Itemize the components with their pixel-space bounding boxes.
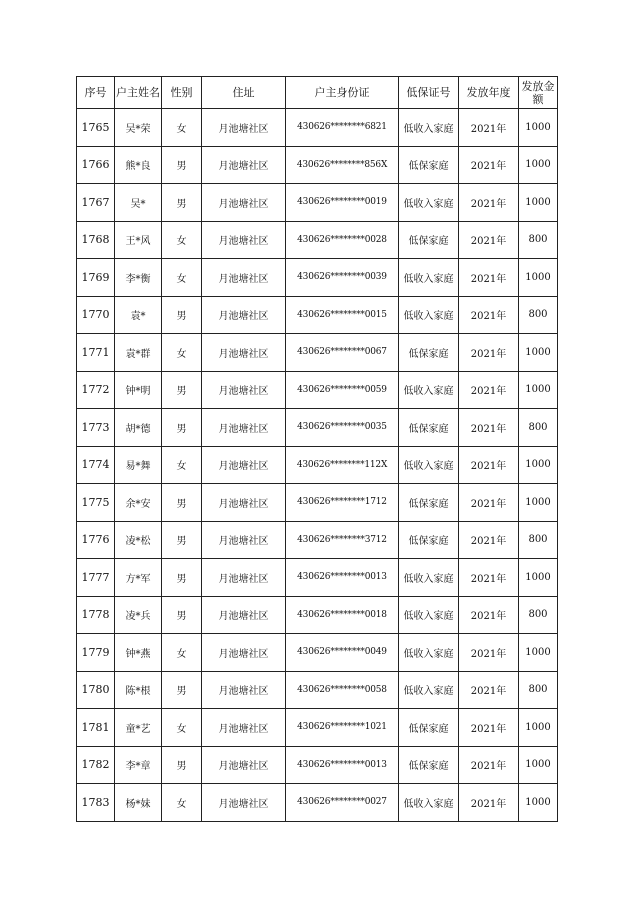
cell-name: 易*舞 [115, 446, 162, 484]
cell-cert: 低保家庭 [399, 146, 459, 184]
table-row [77, 484, 558, 522]
cell-name: 凌*松 [115, 521, 162, 559]
cell-gender: 男 [162, 409, 202, 447]
cell-cert: 低收入家庭 [399, 371, 459, 409]
cell-address: 月池塘社区 [202, 709, 286, 747]
cell-name: 陈*根 [115, 671, 162, 709]
cell-name: 童*艺 [115, 709, 162, 747]
cell-amount: 800 [519, 296, 558, 334]
cell-seq: 1779 [77, 634, 115, 672]
cell-gender: 男 [162, 484, 202, 522]
cell-seq: 1772 [77, 371, 115, 409]
cell-address: 月池塘社区 [202, 109, 286, 147]
cell-amount: 1000 [519, 334, 558, 372]
cell-cert: 低保家庭 [399, 484, 459, 522]
cell-gender: 男 [162, 521, 202, 559]
cell-cert: 低收入家庭 [399, 446, 459, 484]
header-address: 住址 [202, 77, 286, 109]
cell-id: 430626********6821 [286, 109, 399, 147]
cell-address: 月池塘社区 [202, 446, 286, 484]
cell-year: 2021年 [459, 334, 519, 372]
cell-name: 余*安 [115, 484, 162, 522]
cell-cert: 低收入家庭 [399, 596, 459, 634]
cell-name: 王*风 [115, 221, 162, 259]
cell-seq: 1765 [77, 109, 115, 147]
cell-gender: 女 [162, 709, 202, 747]
cell-seq: 1776 [77, 521, 115, 559]
cell-seq: 1771 [77, 334, 115, 372]
cell-year: 2021年 [459, 746, 519, 784]
cell-id: 430626********112X [286, 446, 399, 484]
cell-amount: 800 [519, 596, 558, 634]
cell-address: 月池塘社区 [202, 559, 286, 597]
cell-year: 2021年 [459, 634, 519, 672]
cell-amount: 1000 [519, 784, 558, 822]
cell-address: 月池塘社区 [202, 146, 286, 184]
cell-seq: 1767 [77, 184, 115, 222]
cell-amount: 1000 [519, 559, 558, 597]
cell-amount: 1000 [519, 184, 558, 222]
table-row [77, 596, 558, 634]
cell-year: 2021年 [459, 409, 519, 447]
cell-year: 2021年 [459, 371, 519, 409]
cell-gender: 男 [162, 559, 202, 597]
table-row [77, 521, 558, 559]
cell-gender: 女 [162, 109, 202, 147]
cell-amount: 1000 [519, 371, 558, 409]
header-cert: 低保证号 [399, 77, 459, 109]
cell-address: 月池塘社区 [202, 259, 286, 297]
cell-name: 方*军 [115, 559, 162, 597]
cell-gender: 男 [162, 146, 202, 184]
cell-id: 430626********1712 [286, 484, 399, 522]
cell-name: 吴* [115, 184, 162, 222]
cell-year: 2021年 [459, 596, 519, 634]
cell-seq: 1782 [77, 746, 115, 784]
cell-id: 430626********0027 [286, 784, 399, 822]
cell-address: 月池塘社区 [202, 596, 286, 634]
table-row [77, 109, 558, 147]
cell-id: 430626********0028 [286, 221, 399, 259]
cell-cert: 低保家庭 [399, 334, 459, 372]
cell-id: 430626********3712 [286, 521, 399, 559]
table-row [77, 746, 558, 784]
cell-id: 430626********0049 [286, 634, 399, 672]
cell-name: 李*章 [115, 746, 162, 784]
cell-year: 2021年 [459, 184, 519, 222]
cell-id: 430626********856X [286, 146, 399, 184]
cell-year: 2021年 [459, 559, 519, 597]
cell-address: 月池塘社区 [202, 409, 286, 447]
cell-id: 430626********0039 [286, 259, 399, 297]
cell-name: 钟*燕 [115, 634, 162, 672]
table-row [77, 221, 558, 259]
cell-cert: 低收入家庭 [399, 559, 459, 597]
cell-cert: 低保家庭 [399, 746, 459, 784]
cell-amount: 800 [519, 409, 558, 447]
cell-seq: 1769 [77, 259, 115, 297]
cell-name: 胡*德 [115, 409, 162, 447]
table-row [77, 371, 558, 409]
table-body [77, 109, 558, 822]
cell-gender: 男 [162, 184, 202, 222]
cell-id: 430626********0013 [286, 559, 399, 597]
cell-seq: 1780 [77, 671, 115, 709]
cell-address: 月池塘社区 [202, 521, 286, 559]
cell-seq: 1770 [77, 296, 115, 334]
cell-id: 430626********0019 [286, 184, 399, 222]
cell-cert: 低收入家庭 [399, 184, 459, 222]
cell-amount: 1000 [519, 709, 558, 747]
cell-gender: 男 [162, 371, 202, 409]
cell-address: 月池塘社区 [202, 334, 286, 372]
cell-gender: 女 [162, 221, 202, 259]
cell-gender: 女 [162, 446, 202, 484]
cell-seq: 1775 [77, 484, 115, 522]
cell-amount: 800 [519, 671, 558, 709]
table-row [77, 634, 558, 672]
cell-cert: 低保家庭 [399, 221, 459, 259]
cell-id: 430626********1021 [286, 709, 399, 747]
cell-id: 430626********0015 [286, 296, 399, 334]
cell-gender: 女 [162, 784, 202, 822]
cell-name: 袁*群 [115, 334, 162, 372]
cell-cert: 低收入家庭 [399, 784, 459, 822]
table-row [77, 334, 558, 372]
table-row [77, 446, 558, 484]
cell-name: 钟*明 [115, 371, 162, 409]
table-row [77, 671, 558, 709]
header-name: 户主姓名 [115, 77, 162, 109]
cell-seq: 1768 [77, 221, 115, 259]
cell-name: 杨*妹 [115, 784, 162, 822]
cell-amount: 1000 [519, 109, 558, 147]
cell-address: 月池塘社区 [202, 371, 286, 409]
cell-name: 吴*荣 [115, 109, 162, 147]
cell-seq: 1777 [77, 559, 115, 597]
cell-seq: 1781 [77, 709, 115, 747]
subsidy-table [76, 76, 558, 822]
cell-address: 月池塘社区 [202, 296, 286, 334]
cell-seq: 1783 [77, 784, 115, 822]
cell-cert: 低收入家庭 [399, 259, 459, 297]
cell-address: 月池塘社区 [202, 746, 286, 784]
cell-gender: 女 [162, 634, 202, 672]
cell-id: 430626********0035 [286, 409, 399, 447]
cell-year: 2021年 [459, 446, 519, 484]
cell-address: 月池塘社区 [202, 484, 286, 522]
cell-cert: 低收入家庭 [399, 634, 459, 672]
cell-address: 月池塘社区 [202, 221, 286, 259]
header-id: 户主身份证 [286, 77, 399, 109]
table-row [77, 146, 558, 184]
cell-name: 袁* [115, 296, 162, 334]
cell-amount: 1000 [519, 446, 558, 484]
cell-name: 熊*良 [115, 146, 162, 184]
cell-amount: 1000 [519, 746, 558, 784]
cell-cert: 低保家庭 [399, 709, 459, 747]
cell-year: 2021年 [459, 671, 519, 709]
cell-gender: 女 [162, 259, 202, 297]
header-seq: 序号 [77, 77, 115, 109]
cell-cert: 低保家庭 [399, 521, 459, 559]
cell-id: 430626********0018 [286, 596, 399, 634]
cell-cert: 低收入家庭 [399, 671, 459, 709]
header-gender: 性别 [162, 77, 202, 109]
table-row [77, 409, 558, 447]
cell-id: 430626********0058 [286, 671, 399, 709]
cell-gender: 男 [162, 671, 202, 709]
cell-amount: 1000 [519, 634, 558, 672]
cell-year: 2021年 [459, 296, 519, 334]
cell-address: 月池塘社区 [202, 634, 286, 672]
cell-id: 430626********0013 [286, 746, 399, 784]
table-row [77, 559, 558, 597]
cell-amount: 800 [519, 521, 558, 559]
cell-cert: 低收入家庭 [399, 109, 459, 147]
cell-amount: 1000 [519, 146, 558, 184]
table-row [77, 709, 558, 747]
cell-year: 2021年 [459, 109, 519, 147]
cell-amount: 1000 [519, 484, 558, 522]
table-row [77, 296, 558, 334]
cell-address: 月池塘社区 [202, 184, 286, 222]
cell-year: 2021年 [459, 521, 519, 559]
cell-id: 430626********0059 [286, 371, 399, 409]
cell-cert: 低收入家庭 [399, 296, 459, 334]
cell-seq: 1774 [77, 446, 115, 484]
cell-gender: 男 [162, 746, 202, 784]
cell-gender: 女 [162, 334, 202, 372]
cell-gender: 男 [162, 296, 202, 334]
cell-year: 2021年 [459, 484, 519, 522]
header-amount: 发放金额 [519, 77, 558, 109]
cell-address: 月池塘社区 [202, 671, 286, 709]
cell-id: 430626********0067 [286, 334, 399, 372]
subsidy-table-container [76, 76, 557, 822]
cell-cert: 低保家庭 [399, 409, 459, 447]
cell-year: 2021年 [459, 709, 519, 747]
table-row [77, 259, 558, 297]
cell-year: 2021年 [459, 221, 519, 259]
cell-amount: 1000 [519, 259, 558, 297]
table-row [77, 784, 558, 822]
cell-seq: 1773 [77, 409, 115, 447]
table-header-row [77, 77, 558, 109]
table-row [77, 184, 558, 222]
header-year: 发放年度 [459, 77, 519, 109]
cell-seq: 1766 [77, 146, 115, 184]
cell-year: 2021年 [459, 784, 519, 822]
cell-gender: 男 [162, 596, 202, 634]
cell-year: 2021年 [459, 146, 519, 184]
cell-year: 2021年 [459, 259, 519, 297]
cell-seq: 1778 [77, 596, 115, 634]
cell-name: 凌*兵 [115, 596, 162, 634]
cell-name: 李*衡 [115, 259, 162, 297]
cell-amount: 800 [519, 221, 558, 259]
cell-address: 月池塘社区 [202, 784, 286, 822]
